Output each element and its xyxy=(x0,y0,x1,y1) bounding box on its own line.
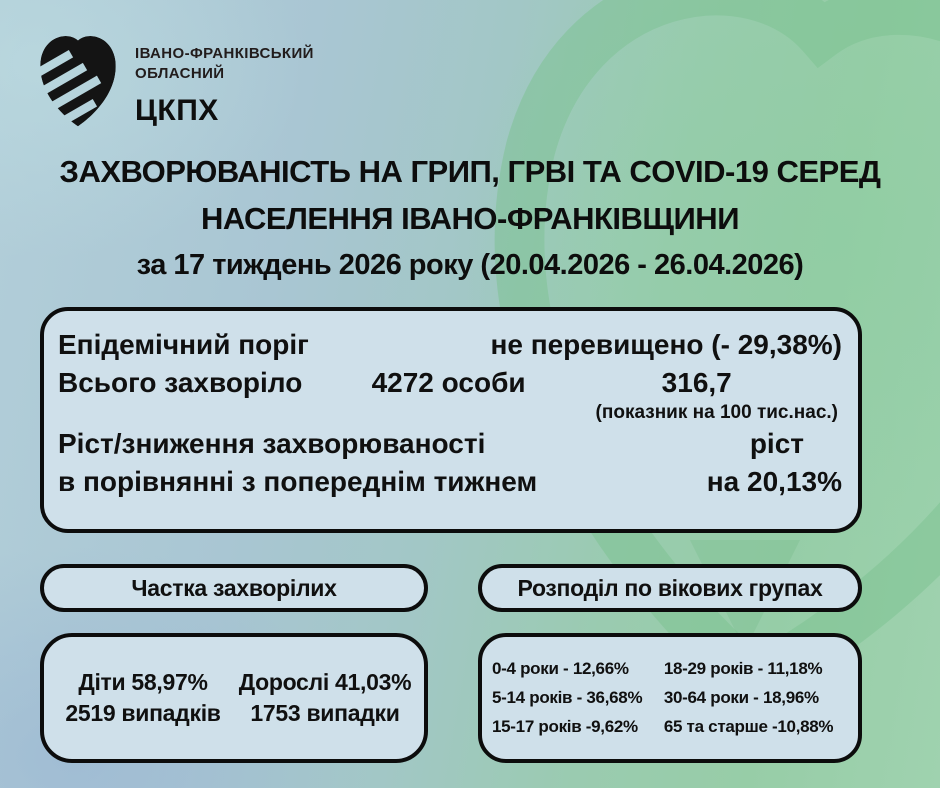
epidemic-threshold-label: Епідемічний поріг xyxy=(58,329,309,360)
epidemic-threshold-value: не перевищено (- 29,38%) xyxy=(490,329,842,360)
incidence-rate-note: (показник на 100 тис.нас.) xyxy=(595,402,838,424)
title-period: за 17 тиждень 2026 року (20.04.2026 - 26.04.2026) xyxy=(136,249,804,281)
share-header-label: Частка захворілих xyxy=(131,574,337,601)
age-group-65-plus: 65 та старше -10,88% xyxy=(663,717,834,736)
total-sick-label: Всього захворіло xyxy=(58,367,303,399)
org-abbreviation: ЦКПХ xyxy=(135,93,219,127)
adults-cases: 1753 випадки xyxy=(250,700,400,726)
title-line1: ЗАХВОРЮВАНІСТЬ НА ГРИП, ГРВІ ТА COVID-19 СЕРЕД xyxy=(59,154,881,189)
comparison-label: в порівнянні з попереднім тижнем xyxy=(58,466,538,498)
share-section-header xyxy=(40,564,428,612)
trend-label: Ріст/зниження захворюваності xyxy=(58,427,486,459)
adults-share: Дорослі 41,03% xyxy=(238,669,412,695)
age-header-label: Розподіл по вікових групах xyxy=(517,574,823,601)
age-section-header xyxy=(478,564,862,612)
total-sick-value: 4272 особи xyxy=(371,367,526,399)
children-cases: 2519 випадків xyxy=(65,700,221,726)
org-logo-block xyxy=(35,30,314,132)
children-share: Діти 58,97% xyxy=(78,669,208,695)
trend-value: ріст xyxy=(749,427,804,459)
title-line2: НАСЕЛЕННЯ ІВАНО-ФРАНКІВЩИНИ xyxy=(201,201,739,236)
incidence-rate-value: 316,7 xyxy=(661,367,732,399)
summary-panel xyxy=(40,307,862,533)
age-group-5-14: 5-14 років - 36,68% xyxy=(492,688,643,707)
comparison-value: на 20,13% xyxy=(706,466,842,498)
age-distribution-panel xyxy=(478,633,862,763)
share-panel xyxy=(40,633,428,763)
heart-shield-logo-icon xyxy=(35,30,121,132)
org-name-line1: ІВАНО-ФРАНКІВСЬКИЙ xyxy=(135,45,314,62)
org-name xyxy=(135,30,314,130)
org-name-line2: ОБЛАСНИЙ xyxy=(135,64,225,82)
age-group-15-17: 15-17 років -9,62% xyxy=(492,717,638,736)
age-group-30-64: 30-64 роки - 18,96% xyxy=(663,688,819,707)
age-group-18-29: 18-29 років - 11,18% xyxy=(663,659,823,678)
age-group-0-4: 0-4 роки - 12,66% xyxy=(492,659,629,678)
page-title xyxy=(0,156,940,282)
